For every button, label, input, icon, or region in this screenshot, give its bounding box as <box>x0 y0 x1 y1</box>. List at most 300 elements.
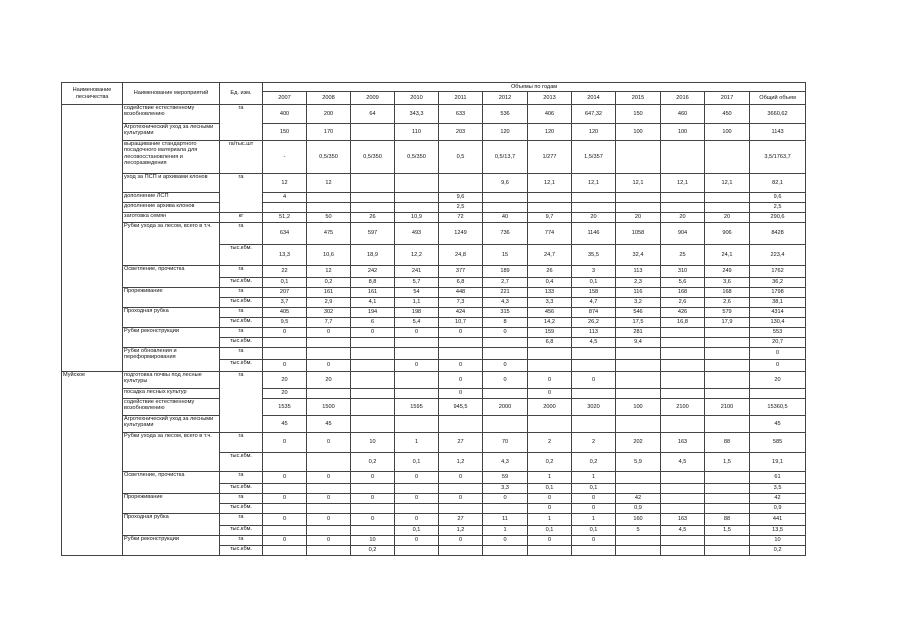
value-cell: 168 <box>705 288 750 298</box>
total-cell: 3,5/1763,7 <box>750 141 806 174</box>
value-cell <box>661 484 705 494</box>
value-cell <box>572 193 616 203</box>
value-cell: 10 <box>351 433 395 453</box>
value-cell: 0,2 <box>528 453 572 472</box>
header-volumes: Объемы по годам <box>263 83 806 92</box>
value-cell: 9,6 <box>439 193 483 203</box>
table-row <box>62 328 806 338</box>
value-cell <box>263 546 307 556</box>
header-unit: Ед. изм. <box>220 83 263 105</box>
value-cell: 100 <box>616 124 661 141</box>
value-cell <box>705 141 750 174</box>
total-cell: 45 <box>750 416 806 433</box>
value-cell <box>616 372 661 389</box>
value-cell: 405 <box>263 308 307 318</box>
value-cell <box>661 328 705 338</box>
value-cell: 0 <box>439 472 483 484</box>
value-cell <box>705 203 750 213</box>
value-cell: 597 <box>351 223 395 245</box>
value-cell: 12,1 <box>528 174 572 193</box>
value-cell: 26,2 <box>572 318 616 328</box>
value-cell: 0 <box>351 328 395 338</box>
header-leshestvo: Наименование лесничества <box>62 83 123 105</box>
unit-cell: га <box>220 536 263 546</box>
value-cell <box>705 494 750 504</box>
total-cell: 8428 <box>750 223 806 245</box>
value-cell <box>395 338 439 348</box>
table-row <box>62 308 806 318</box>
value-cell: 9,5 <box>263 318 307 328</box>
value-cell: 0 <box>528 536 572 546</box>
value-cell: 633 <box>439 105 483 124</box>
value-cell <box>661 472 705 484</box>
value-cell <box>572 203 616 213</box>
value-cell: 54 <box>395 288 439 298</box>
value-cell: 4,5 <box>572 338 616 348</box>
value-cell: 5,7 <box>395 278 439 288</box>
value-cell: 0,1 <box>395 526 439 536</box>
value-cell: 4,1 <box>351 298 395 308</box>
value-cell: 579 <box>705 308 750 318</box>
value-cell: 426 <box>661 308 705 318</box>
unit-cell: тыс.кбм. <box>220 278 263 288</box>
value-cell: 3 <box>572 266 616 278</box>
value-cell: 12 <box>307 174 351 193</box>
value-cell: 0 <box>395 328 439 338</box>
value-cell <box>307 389 351 399</box>
unit-cell: тыс.кбм. <box>220 453 263 472</box>
table-row <box>62 223 806 245</box>
table-row <box>62 174 806 193</box>
value-cell <box>528 360 572 372</box>
value-cell <box>572 389 616 399</box>
value-cell: 110 <box>395 124 439 141</box>
value-cell: 0,1 <box>572 526 616 536</box>
value-cell: 450 <box>705 105 750 124</box>
value-cell: 202 <box>616 433 661 453</box>
value-cell: 302 <box>307 308 351 318</box>
unit-cell: га <box>220 372 263 433</box>
value-cell <box>483 193 528 203</box>
unit-cell: га <box>220 288 263 298</box>
value-cell: 2,6 <box>705 298 750 308</box>
value-cell: 0,5/350 <box>395 141 439 174</box>
value-cell <box>705 416 750 433</box>
value-cell <box>263 338 307 348</box>
value-cell: 0,5/13,7 <box>483 141 528 174</box>
value-cell: 0 <box>263 514 307 526</box>
value-cell: 14,2 <box>528 318 572 328</box>
table-row <box>62 416 806 433</box>
value-cell: 904 <box>661 223 705 245</box>
value-cell: 424 <box>439 308 483 318</box>
value-cell: 406 <box>528 105 572 124</box>
total-cell: 2,5 <box>750 203 806 213</box>
value-cell: 0 <box>307 433 351 453</box>
header-year: 2012 <box>483 92 528 105</box>
value-cell <box>705 484 750 494</box>
value-cell: 647,32 <box>572 105 616 124</box>
value-cell: 0 <box>572 372 616 389</box>
table-row <box>62 203 806 213</box>
value-cell: 1249 <box>439 223 483 245</box>
value-cell <box>661 546 705 556</box>
value-cell: 5 <box>616 526 661 536</box>
total-cell: 10 <box>750 536 806 546</box>
value-cell: 72 <box>439 213 483 223</box>
activity-cell: уход за ПСП и архивами клонов <box>123 174 220 193</box>
unit-cell: га <box>220 223 263 245</box>
total-cell: 19,1 <box>750 453 806 472</box>
total-cell: 82,1 <box>750 174 806 193</box>
value-cell <box>395 416 439 433</box>
value-cell <box>395 174 439 193</box>
value-cell: 12,2 <box>395 245 439 266</box>
activity-cell: выращивание стандартного посадочного материала для лесовосстановления и лесоразведения <box>123 141 220 174</box>
value-cell <box>661 416 705 433</box>
value-cell: 22 <box>263 266 307 278</box>
value-cell: 4,5 <box>661 526 705 536</box>
value-cell: 0 <box>395 472 439 484</box>
value-cell <box>307 484 351 494</box>
value-cell <box>351 504 395 514</box>
value-cell: 158 <box>572 288 616 298</box>
value-cell: 1 <box>528 472 572 484</box>
value-cell: 0 <box>439 360 483 372</box>
value-cell <box>395 203 439 213</box>
value-cell: 12 <box>307 266 351 278</box>
value-cell: 2 <box>528 433 572 453</box>
total-cell: 36,2 <box>750 278 806 288</box>
table-row <box>62 433 806 453</box>
value-cell <box>483 504 528 514</box>
activity-cell: дополнение архива клонов <box>123 203 220 213</box>
value-cell: 0,9 <box>616 504 661 514</box>
total-cell: 0 <box>750 348 806 360</box>
activity-cell: Агротехнический уход за лесными культурами <box>123 124 220 141</box>
value-cell <box>307 348 351 360</box>
activity-cell: Агротехнический уход за лесными культурами <box>123 416 220 433</box>
value-cell <box>661 141 705 174</box>
value-cell: 3,3 <box>483 484 528 494</box>
value-cell <box>616 484 661 494</box>
value-cell: 3020 <box>572 399 616 416</box>
value-cell: 161 <box>307 288 351 298</box>
value-cell: 0 <box>307 514 351 526</box>
value-cell: 100 <box>616 399 661 416</box>
value-cell <box>616 389 661 399</box>
value-cell: 0,2 <box>351 546 395 556</box>
value-cell: 15 <box>483 245 528 266</box>
value-cell <box>351 484 395 494</box>
value-cell <box>307 338 351 348</box>
value-cell <box>395 484 439 494</box>
value-cell: 2,3 <box>616 278 661 288</box>
value-cell: 200 <box>307 105 351 124</box>
unit-cell: тыс.кбм. <box>220 484 263 494</box>
value-cell <box>351 416 395 433</box>
value-cell: 0 <box>263 360 307 372</box>
value-cell: 2100 <box>661 399 705 416</box>
value-cell: 0 <box>572 504 616 514</box>
value-cell: 0 <box>528 504 572 514</box>
value-cell: 88 <box>705 433 750 453</box>
value-cell: 59 <box>483 472 528 484</box>
table-row <box>62 348 806 360</box>
table-row <box>62 472 806 484</box>
value-cell: 2,5 <box>439 203 483 213</box>
unit-cell: тыс.кбм. <box>220 546 263 556</box>
value-cell: 20 <box>616 213 661 223</box>
value-cell <box>572 546 616 556</box>
value-cell: 3,3 <box>528 298 572 308</box>
total-cell: 223,4 <box>750 245 806 266</box>
unit-cell: тыс.кбм. <box>220 298 263 308</box>
header-year: 2010 <box>395 92 439 105</box>
total-cell <box>750 389 806 399</box>
header-row <box>62 83 806 92</box>
value-cell: 12 <box>263 174 307 193</box>
value-cell: 0 <box>351 494 395 504</box>
value-cell: 1 <box>528 514 572 526</box>
unit-cell: тыс.кбм. <box>220 526 263 536</box>
unit-cell: га/тыс.шт <box>220 141 263 174</box>
value-cell: 203 <box>439 124 483 141</box>
value-cell: 12,1 <box>616 174 661 193</box>
table-row <box>62 124 806 141</box>
total-cell: 585 <box>750 433 806 453</box>
value-cell <box>483 389 528 399</box>
value-cell <box>705 328 750 338</box>
value-cell: 448 <box>439 288 483 298</box>
value-cell: 5,6 <box>661 278 705 288</box>
value-cell: 634 <box>263 223 307 245</box>
value-cell <box>439 484 483 494</box>
unit-cell: га <box>220 348 263 360</box>
value-cell <box>439 546 483 556</box>
total-cell: 0 <box>750 360 806 372</box>
value-cell: 874 <box>572 308 616 318</box>
unit-cell: кг <box>220 213 263 223</box>
forestry-volumes-table <box>61 82 806 556</box>
value-cell: 100 <box>661 124 705 141</box>
value-cell: 400 <box>263 105 307 124</box>
value-cell <box>351 399 395 416</box>
value-cell: 113 <box>572 328 616 338</box>
value-cell: 64 <box>351 105 395 124</box>
value-cell: 45 <box>307 416 351 433</box>
activity-cell: Рубки ухода за лесом, всего в т.ч. <box>123 433 220 472</box>
value-cell <box>572 348 616 360</box>
value-cell: 0 <box>528 494 572 504</box>
value-cell: 27 <box>439 514 483 526</box>
table-row <box>62 105 806 124</box>
value-cell <box>439 338 483 348</box>
value-cell <box>661 348 705 360</box>
value-cell <box>528 348 572 360</box>
value-cell <box>263 484 307 494</box>
value-cell: 0 <box>263 328 307 338</box>
value-cell: 221 <box>483 288 528 298</box>
value-cell: 0 <box>483 360 528 372</box>
value-cell <box>528 546 572 556</box>
value-cell: 0,5 <box>439 141 483 174</box>
value-cell: 10,9 <box>395 213 439 223</box>
value-cell: - <box>263 141 307 174</box>
table-row <box>62 193 806 203</box>
activity-cell: подготовка почвы под лесные культуры <box>123 372 220 389</box>
value-cell <box>307 526 351 536</box>
value-cell: 0 <box>307 472 351 484</box>
value-cell: 6 <box>351 318 395 328</box>
total-cell: 1798 <box>750 288 806 298</box>
header-year: 2009 <box>351 92 395 105</box>
value-cell <box>616 348 661 360</box>
total-cell: 13,5 <box>750 526 806 536</box>
unit-cell: га <box>220 308 263 318</box>
value-cell: 70 <box>483 433 528 453</box>
value-cell: 546 <box>616 308 661 318</box>
value-cell: 198 <box>395 308 439 318</box>
value-cell <box>483 348 528 360</box>
value-cell: 160 <box>616 514 661 526</box>
value-cell: 0 <box>439 494 483 504</box>
activity-cell: Осветление, прочистка <box>123 266 220 288</box>
value-cell: 774 <box>528 223 572 245</box>
value-cell <box>705 360 750 372</box>
value-cell: 159 <box>528 328 572 338</box>
value-cell: 0 <box>307 360 351 372</box>
value-cell: 16,8 <box>661 318 705 328</box>
header-meropriyatiya: Наименование мероприятий <box>123 83 220 105</box>
value-cell <box>395 504 439 514</box>
value-cell: 0 <box>351 472 395 484</box>
header-year: 2008 <box>307 92 351 105</box>
activity-cell: Прореживание <box>123 288 220 308</box>
value-cell: 170 <box>307 124 351 141</box>
value-cell: 0 <box>572 536 616 546</box>
value-cell <box>616 546 661 556</box>
value-cell <box>351 360 395 372</box>
value-cell <box>528 193 572 203</box>
value-cell <box>661 193 705 203</box>
total-cell: 553 <box>750 328 806 338</box>
header-year: 2016 <box>661 92 705 105</box>
value-cell <box>395 348 439 360</box>
total-cell: 4314 <box>750 308 806 318</box>
value-cell: 281 <box>616 328 661 338</box>
value-cell <box>351 174 395 193</box>
activity-cell: Рубки реконструкции <box>123 328 220 348</box>
value-cell: 0 <box>572 494 616 504</box>
value-cell: 0 <box>395 536 439 546</box>
value-cell: 26 <box>351 213 395 223</box>
value-cell: 493 <box>395 223 439 245</box>
value-cell: 1,1 <box>395 298 439 308</box>
value-cell: 0 <box>439 536 483 546</box>
value-cell: 0 <box>395 514 439 526</box>
value-cell: 40 <box>483 213 528 223</box>
value-cell: 0,2 <box>351 453 395 472</box>
value-cell: 13,3 <box>263 245 307 266</box>
value-cell: 6,8 <box>528 338 572 348</box>
value-cell: 1 <box>395 433 439 453</box>
value-cell: 20 <box>705 213 750 223</box>
value-cell <box>351 203 395 213</box>
value-cell <box>483 416 528 433</box>
value-cell: 120 <box>483 124 528 141</box>
value-cell: 1,5 <box>705 453 750 472</box>
value-cell: 9,7 <box>528 213 572 223</box>
header-year: 2014 <box>572 92 616 105</box>
value-cell: 460 <box>661 105 705 124</box>
total-cell: 130,4 <box>750 318 806 328</box>
unit-cell: тыс.кбм. <box>220 504 263 514</box>
total-cell: 0,2 <box>750 546 806 556</box>
table-row <box>62 399 806 416</box>
value-cell: 45 <box>263 416 307 433</box>
value-cell <box>263 348 307 360</box>
value-cell: 0,1 <box>528 484 572 494</box>
total-cell: 3,5 <box>750 484 806 494</box>
value-cell: 5,9 <box>616 453 661 472</box>
value-cell: 150 <box>616 105 661 124</box>
value-cell: 3,7 <box>263 298 307 308</box>
total-cell: 9,6 <box>750 193 806 203</box>
value-cell: 25 <box>661 245 705 266</box>
header-year: 2017 <box>705 92 750 105</box>
value-cell: 7,7 <box>307 318 351 328</box>
activity-cell: дополнение ЛСП <box>123 193 220 203</box>
value-cell <box>307 453 351 472</box>
activity-cell: заготовка семян <box>123 213 220 223</box>
value-cell: 120 <box>528 124 572 141</box>
table-row <box>62 288 806 298</box>
value-cell: 4,3 <box>483 298 528 308</box>
value-cell: 0 <box>483 494 528 504</box>
value-cell: 2100 <box>705 399 750 416</box>
value-cell <box>705 372 750 389</box>
value-cell: 42 <box>616 494 661 504</box>
value-cell <box>616 472 661 484</box>
value-cell <box>705 389 750 399</box>
value-cell: 12,1 <box>661 174 705 193</box>
value-cell <box>661 338 705 348</box>
unit-cell: га <box>220 174 263 213</box>
value-cell: 0,1 <box>263 278 307 288</box>
value-cell: 242 <box>351 266 395 278</box>
total-cell: 0,9 <box>750 504 806 514</box>
value-cell: 2000 <box>528 399 572 416</box>
value-cell <box>572 360 616 372</box>
value-cell: 0 <box>528 372 572 389</box>
value-cell <box>307 203 351 213</box>
value-cell: 51,2 <box>263 213 307 223</box>
value-cell: 0 <box>439 328 483 338</box>
value-cell <box>705 338 750 348</box>
value-cell <box>572 416 616 433</box>
value-cell <box>351 372 395 389</box>
value-cell <box>616 416 661 433</box>
value-cell: 20 <box>572 213 616 223</box>
total-cell: 1143 <box>750 124 806 141</box>
value-cell: 1 <box>572 514 616 526</box>
value-cell <box>439 348 483 360</box>
value-cell: 0 <box>395 360 439 372</box>
header-year: 2015 <box>616 92 661 105</box>
value-cell <box>661 504 705 514</box>
unit-cell: га <box>220 494 263 504</box>
